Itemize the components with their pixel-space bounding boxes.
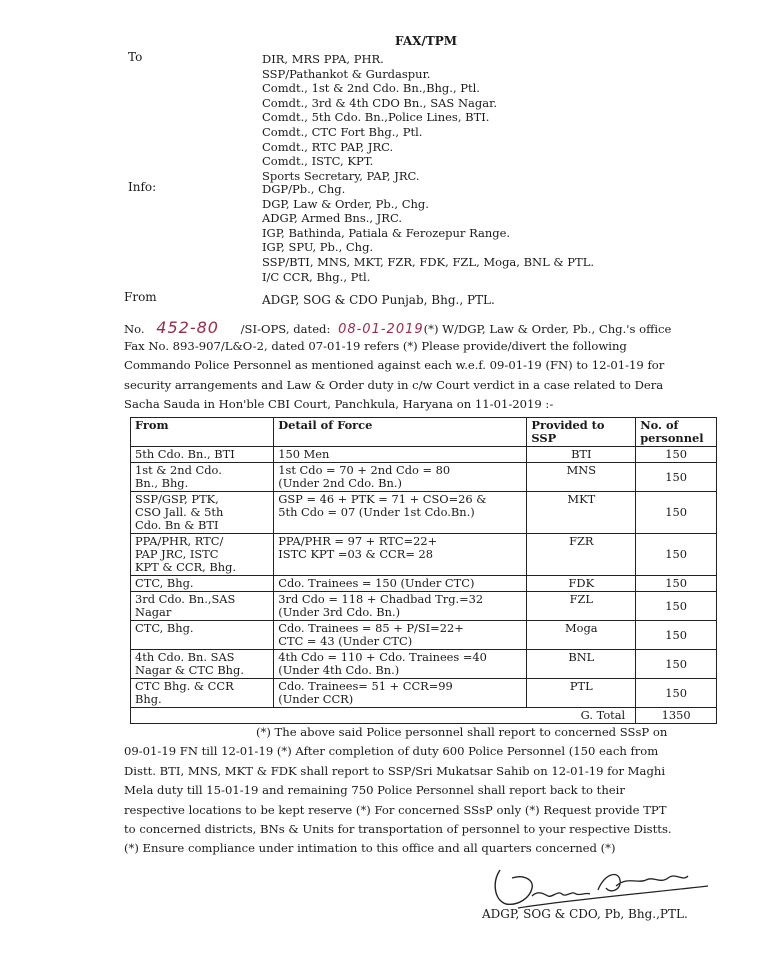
to-recipient-list — [262, 52, 497, 183]
cell-from — [131, 592, 274, 621]
recipient-line: Sports Secretary, PAP, JRC. — [262, 168, 420, 183]
cell-count: 150 — [636, 592, 717, 621]
cell-line: 4th Cdo = 110 + Cdo. Trainees =40 — [278, 650, 487, 664]
body-line: Sacha Sauda in Hon'ble CBI Court, Panchkula, Haryana on 11-01-2019 :- — [124, 397, 554, 412]
cell-line: 1st & 2nd Cdo. — [135, 463, 222, 477]
cell-line: CSO Jall. & 5th — [135, 505, 224, 519]
handwritten-date: 08-01-2019 — [338, 322, 424, 337]
cell-detail — [274, 463, 527, 492]
info-line: I/C CCR, Bhg., Ptl. — [262, 269, 371, 284]
cell-line: 5th Cdo = 07 (Under 1st Cdo.Bn.) — [278, 505, 475, 519]
cell-line: CTC = 43 (Under CTC) — [278, 634, 413, 648]
cell-count: 150 — [636, 534, 717, 576]
cell-provided-to: MNS — [527, 463, 636, 492]
cell-line: ISTC KPT =03 & CCR= 28 — [278, 547, 433, 561]
table-header-row — [131, 418, 717, 447]
table-row — [131, 492, 717, 534]
closing-line: (*) Ensure compliance under intimation to this office and all quarters concerned (*) — [124, 841, 616, 856]
body-line: Fax No. 893-907/L&O-2, dated 07-01-19 refers (*) Please provide/divert the following — [124, 339, 627, 353]
info-line: SSP/BTI, MNS, MKT, FZR, FDK, FZL, Moga, BNL & PTL. — [262, 254, 595, 269]
recipient-line: Comdt., RTC PAP, JRC. — [262, 139, 394, 154]
cell-line: Nagar & CTC Bhg. — [135, 663, 244, 677]
recipient-line: Comdt., CTC Fort Bhg., Ptl. — [262, 124, 423, 139]
cell-provided-to: PTL — [527, 679, 636, 708]
closing-line: to concerned districts, BNs & Units for transportation of personnel to your respective Distts. — [124, 822, 672, 837]
cell-line: KPT & CCR, Bhg. — [135, 560, 237, 574]
reference-line — [124, 318, 671, 337]
body-line: Commando Police Personnel as mentioned against each w.e.f. 09-01-19 (FN) to 12-01-19 for — [124, 358, 665, 373]
cell-line: Bn., Bhg. — [135, 476, 189, 490]
cell-count: 150 — [636, 650, 717, 679]
table-row — [131, 592, 717, 621]
cell-line: PPA/PHR, RTC/ — [135, 534, 224, 548]
cell-provided-to: MKT — [527, 492, 636, 534]
cell-detail — [274, 621, 527, 650]
cell-line: Cdo. Trainees = 85 + P/SI=22+ — [278, 621, 464, 635]
ref-no-label: No. — [124, 322, 145, 336]
cell-detail — [274, 447, 527, 463]
fax-title: FAX/TPM — [395, 34, 458, 48]
table-row — [131, 447, 717, 463]
cell-from — [131, 650, 274, 679]
cell-line: 3rd Cdo = 118 + Chadbad Trg.=32 — [278, 592, 484, 606]
info-line: DGP, Law & Order, Pb., Chg. — [262, 196, 429, 211]
cell-from — [131, 534, 274, 576]
cell-line: 1st Cdo = 70 + 2nd Cdo = 80 — [278, 463, 451, 477]
col-header-from: From — [131, 418, 274, 447]
cell-line: (Under 2nd Cdo. Bn.) — [278, 476, 402, 490]
info-line: DGP/Pb., Chg. — [262, 182, 346, 196]
from-label: From — [124, 290, 157, 304]
table-body — [131, 447, 717, 708]
recipient-line: SSP/Pathankot & Gurdaspur. — [262, 66, 431, 81]
cell-provided-to: Moga — [527, 621, 636, 650]
closing-paragraph — [124, 723, 724, 859]
cell-line: CTC, Bhg. — [135, 576, 194, 590]
recipient-line: Comdt., 3rd & 4th CDO Bn., SAS Nagar. — [262, 95, 497, 110]
cell-from — [131, 576, 274, 592]
info-recipient-list — [262, 182, 594, 284]
cell-count: 150 — [636, 463, 717, 492]
cell-count: 150 — [636, 492, 717, 534]
cell-line: 3rd Cdo. Bn.,SAS — [135, 592, 236, 606]
cell-provided-to: FDK — [527, 576, 636, 592]
cell-from — [131, 679, 274, 708]
cell-line: (Under 3rd Cdo. Bn.) — [278, 605, 401, 619]
cell-provided-to: FZR — [527, 534, 636, 576]
cell-detail — [274, 534, 527, 576]
handwritten-ref-number: 452-80 — [156, 318, 219, 337]
cell-detail — [274, 576, 527, 592]
col-header-detail: Detail of Force — [274, 418, 527, 447]
body-paragraph — [124, 337, 724, 415]
table-total-row — [131, 708, 717, 724]
closing-line: (*) The above said Police personnel shall report to concerned SSsP on — [256, 725, 668, 739]
cell-count: 150 — [636, 447, 717, 463]
closing-line: 09-01-19 FN till 12-01-19 (*) After completion of duty 600 Police Personnel (150 each from — [124, 744, 659, 759]
cell-count: 150 — [636, 576, 717, 592]
force-deployment-table — [130, 417, 717, 724]
total-label: G. Total — [131, 708, 636, 724]
cell-line: 150 Men — [278, 447, 330, 461]
col-header-count: No. of personnel — [636, 418, 717, 447]
table-row — [131, 576, 717, 592]
cell-line: (Under 4th Cdo. Bn.) — [278, 663, 400, 677]
col-header-provided-to: Provided to SSP — [527, 418, 636, 447]
cell-provided-to: FZL — [527, 592, 636, 621]
total-value: 1350 — [636, 708, 717, 724]
cell-count: 150 — [636, 621, 717, 650]
info-line: IGP, Bathinda, Patiala & Ferozepur Range. — [262, 225, 511, 240]
cell-line: (Under CCR) — [278, 692, 354, 706]
cell-line: CTC, Bhg. — [135, 621, 194, 635]
cell-detail — [274, 650, 527, 679]
recipient-line: Comdt., 1st & 2nd Cdo. Bn.,Bhg., Ptl. — [262, 81, 480, 96]
table-row — [131, 534, 717, 576]
cell-from — [131, 492, 274, 534]
table-row — [131, 621, 717, 650]
cell-line: Nagar — [135, 605, 172, 619]
info-line: IGP, SPU, Pb., Chg. — [262, 240, 374, 255]
cell-detail — [274, 592, 527, 621]
cell-line: SSP/GSP, PTK, — [135, 492, 219, 506]
cell-detail — [274, 679, 527, 708]
cell-line: Cdo. Trainees = 150 (Under CTC) — [278, 576, 475, 590]
recipient-line: DIR, MRS PPA, PHR. — [262, 52, 384, 66]
cell-line: 4th Cdo. Bn. SAS — [135, 650, 235, 664]
cell-from — [131, 463, 274, 492]
ref-text-2: (*) W/DGP, Law & Order, Pb., Chg.'s office — [423, 322, 672, 336]
table-row — [131, 679, 717, 708]
cell-line: CTC Bhg. & CCR — [135, 679, 234, 693]
cell-provided-to: BTI — [527, 447, 636, 463]
closing-line: Distt. BTI, MNS, MKT & FDK shall report to SSP/Sri Mukatsar Sahib on 12-01-19 for Maghi — [124, 763, 666, 778]
table-row — [131, 463, 717, 492]
cell-line: GSP = 46 + PTK = 71 + CSO=26 & — [278, 492, 487, 506]
signature-designation: ADGP, SOG & CDO, Pb, Bhg.,PTL. — [482, 907, 688, 921]
recipient-line: Comdt., 5th Cdo. Bn.,Police Lines, BTI. — [262, 110, 490, 125]
to-label: To — [128, 50, 143, 64]
cell-count: 150 — [636, 679, 717, 708]
from-value: ADGP, SOG & CDO Punjab, Bhg., PTL. — [262, 293, 495, 307]
recipient-line: Comdt., ISTC, KPT. — [262, 154, 374, 169]
info-label: Info: — [128, 180, 157, 194]
cell-from — [131, 621, 274, 650]
cell-line: 5th Cdo. Bn., BTI — [135, 447, 235, 461]
closing-line: Mela duty till 15-01-19 and remaining 750 Police Personnel shall report back to their — [124, 783, 625, 798]
cell-line: Cdo. Bn & BTI — [135, 518, 219, 532]
cell-detail — [274, 492, 527, 534]
cell-line: PPA/PHR = 97 + RTC=22+ — [278, 534, 438, 548]
info-line: ADGP, Armed Bns., JRC. — [262, 211, 402, 226]
body-line: security arrangements and Law & Order duty in c/w Court verdict in a case related to Dera — [124, 377, 664, 392]
closing-line: respective locations to be kept reserve (*) For concerned SSsP only (*) Request provide TPT — [124, 802, 667, 817]
table-row — [131, 650, 717, 679]
cell-line: Cdo. Trainees= 51 + CCR=99 — [278, 679, 453, 693]
cell-from — [131, 447, 274, 463]
cell-line: PAP JRC, ISTC — [135, 547, 219, 561]
cell-line: Bhg. — [135, 692, 162, 706]
cell-provided-to: BNL — [527, 650, 636, 679]
ref-text: /SI-OPS, dated: — [240, 322, 331, 336]
